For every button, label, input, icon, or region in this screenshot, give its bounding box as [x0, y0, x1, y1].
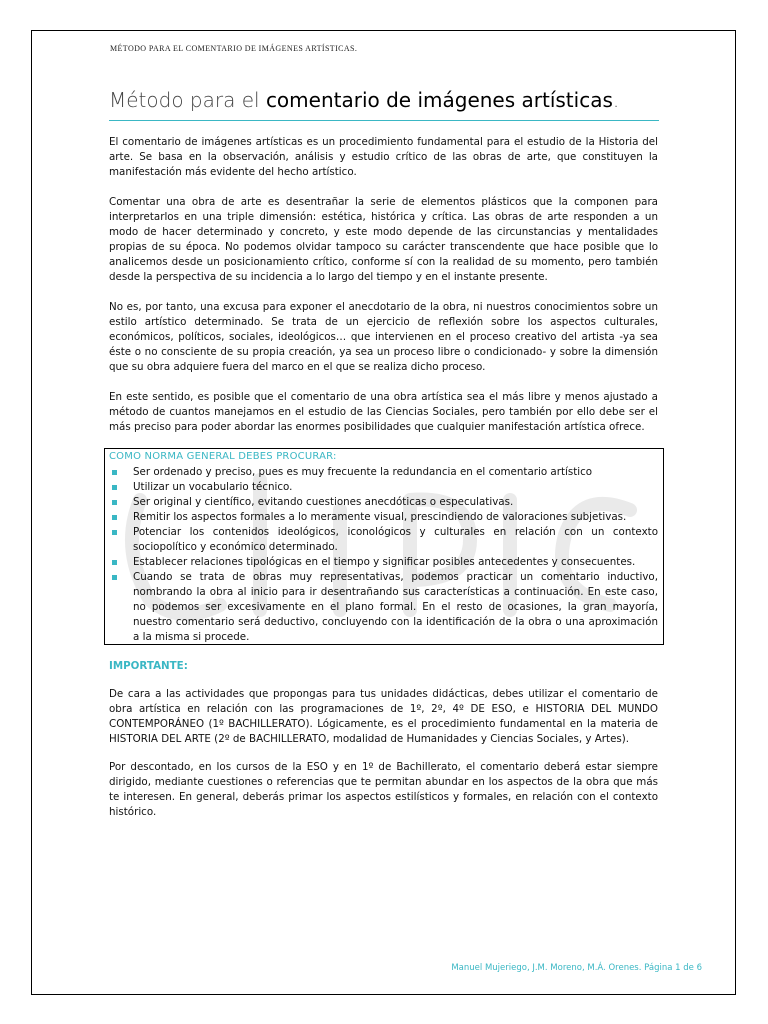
paragraph-activities: De cara a las actividades que propongas para tus unidades didácticas, debes utilizar el comentario de obra artística en relación con las programaciones de 1º, 2º, 4º DE ESO, e HISTORIA DEL MUNDO CONTEMPORÁNEO (1º BACHILLERATO). Lógicamente, es el procedimiento fundamental en la materia de HISTORIA DEL ARTE (2º de BACHILLERATO, modalidad de Humanidades y Ciencias Sociales, y Artes).: [109, 688, 658, 745]
square-bullet-icon: [112, 530, 117, 535]
norms-list: [110, 465, 658, 645]
paragraph-method: En este sentido, es posible que el comentario de una obra artística sea el más libre y menos ajustado a método de cuantos manejamos en el estudio de las Ciencias Sociales, pero también por ello debe ser el más preciso para poder abordar las enormes posibilidades que cualquier manifestación artística ofrece.: [109, 391, 658, 433]
list-item-text: Ser original y científico, evitando cuestiones anecdóticas o especulativas.: [133, 496, 514, 508]
square-bullet-icon: [112, 575, 117, 580]
title-light: Método para el: [109, 88, 266, 112]
list-item-text: Cuando se trata de obras muy representativas, podemos practicar un comentario inductivo, nombrando la obra al inicio para ir desentrañando sus características a continuación. En este caso, no podemos ser excesivamente en el plano formal. En el resto de ocasiones, la gran mayoría, nuestro comentario será deductivo, concluyendo con la identificación de la obra o una aproximación a la misma si procede.: [133, 571, 658, 643]
list-item: [110, 570, 658, 645]
list-item: [110, 480, 658, 495]
list-item-text: Potenciar los contenidos ideológicos, iconológicos y culturales en relación con un contexto sociopolítico y económico determinado.: [133, 526, 658, 553]
page-footer: Manuel Mujeriego, J.M. Moreno, M.Á. Orenes. Página 1 de 6: [451, 963, 702, 973]
title-underline: [109, 120, 659, 121]
norms-heading: COMO NORMA GENERAL DEBES PROCURAR:: [109, 451, 337, 462]
list-item-text: Establecer relaciones tipológicas en el tiempo y significar posibles antecedentes y consecuentes.: [133, 556, 636, 568]
important-heading: IMPORTANTE:: [109, 660, 188, 672]
title-period: .: [612, 88, 620, 112]
list-item: [110, 495, 658, 510]
list-item: [110, 525, 658, 555]
list-item-text: Utilizar un vocabulario técnico.: [133, 481, 293, 493]
list-item: [110, 510, 658, 525]
paragraph-dimension: Comentar una obra de arte es desentrañar la serie de elementos plásticos que la componen para interpretarlos en una triple dimensión: estética, histórica y crítica. Las obras de arte responden a un modo de hacer determinado y concreto, y este modo depende de las circunstancias y mentalidades propias de su época. No podemos olvidar tampoco su carácter transcendente que hace posible que lo analicemos desde un posicionamiento crítico, conforme sí con la realidad de su momento, pero también desde la perspectiva de su incidencia a lo largo del tiempo y en el instante presente.: [109, 196, 658, 283]
square-bullet-icon: [112, 515, 117, 520]
list-item-text: Remitir los aspectos formales a lo meramente visual, prescindiendo de valoraciones subjetivas.: [133, 511, 627, 523]
paragraph-reflection: No es, por tanto, una excusa para exponer el anecdotario de la obra, ni nuestros conocimientos sobre un estilo artístico determinado. Se trata de un ejercicio de reflexión sobre los aspectos culturales, económicos, políticos, sociales, ideológicos… que intervienen en el proceso creativo del artista -ya sea éste o no consciente de su propia creación, ya sea un proceso libre o condicionado- y sobre la dimensión que su obra adquiere fuera del marco en el que se realiza dicho proceso.: [109, 301, 658, 373]
square-bullet-icon: [112, 560, 117, 565]
title-bold: comentario de imágenes artísticas: [265, 88, 613, 112]
square-bullet-icon: [112, 470, 117, 475]
running-header: MÉTODO PARA EL COMENTARIO DE IMÁGENES ARTÍSTICAS.: [110, 44, 358, 53]
list-item: [110, 555, 658, 570]
list-item: [110, 465, 658, 480]
square-bullet-icon: [112, 500, 117, 505]
paragraph-courses: Por descontado, en los cursos de la ESO y en 1º de Bachillerato, el comentario deberá estar siempre dirigido, mediante cuestiones o referencias que te permitan abundar en los aspectos de la obra que más te interesen. En general, deberás primar los aspectos estilísticos y formales, en relación con el contexto histórico.: [109, 761, 658, 818]
list-item-text: Ser ordenado y preciso, pues es muy frecuente la redundancia en el comentario artístico: [133, 466, 593, 478]
page-title: [109, 86, 659, 114]
square-bullet-icon: [112, 485, 117, 490]
paragraph-intro: El comentario de imágenes artísticas es un procedimiento fundamental para el estudio de la Historia del arte. Se basa en la observación, análisis y estudio crítico de las obras de arte, que constituyen la manifestación más evidente del hecho artístico.: [109, 136, 658, 178]
